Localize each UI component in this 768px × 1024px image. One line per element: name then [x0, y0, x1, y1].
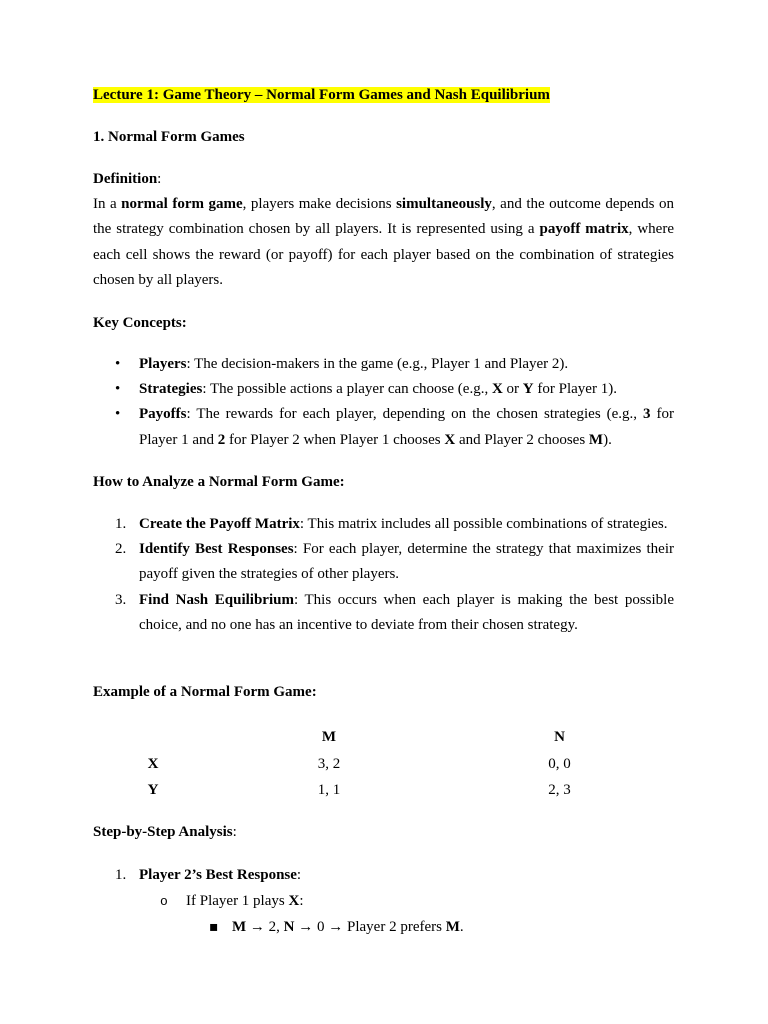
analysis-step-1: [93, 862, 674, 940]
term-payoff-matrix: payoff matrix: [539, 221, 629, 238]
step-term: Create the Payoff Matrix: [139, 516, 300, 532]
detail-item: [186, 914, 674, 940]
case-text: [186, 888, 674, 914]
row-label: Y: [147, 782, 159, 798]
bold-value: N: [283, 919, 295, 935]
table-row-x: [93, 751, 674, 778]
step-number: 1.: [115, 867, 127, 883]
step-number: 1.: [115, 516, 127, 532]
row-label: X: [147, 755, 159, 772]
analysis-step-title: [139, 862, 674, 888]
step-number: 3.: [115, 591, 127, 608]
concept-term: Strategies: [139, 381, 203, 398]
definition-paragraph: [93, 192, 674, 293]
definition-text: , players make decisions: [242, 196, 397, 213]
concept-text: and Player 2 chooses: [455, 431, 589, 448]
bold-value: M: [445, 919, 460, 935]
detail-text: [232, 914, 674, 940]
table-row-y: [93, 777, 674, 804]
step-colon: :: [296, 867, 302, 883]
step-term: Find Nash Equilibrium: [139, 591, 294, 608]
step-text: : This occurs when each player is making the best possible choice, and no one has an incentive to deviate from their chosen strategy.: [139, 591, 674, 633]
concept-item-players: [93, 352, 674, 377]
payoff-cell: 1, 1: [317, 782, 341, 798]
definition-text: , where each cell shows the reward (or payoff) for each player based on the combination of strategies chosen by all players.: [93, 221, 674, 288]
column-header-n: N: [554, 729, 565, 745]
definition-heading: [93, 167, 674, 192]
detail-segment: → 2,: [246, 919, 284, 935]
concept-text: for Player 2 when Player 1 chooses: [225, 431, 445, 448]
payoff-cell: 2, 3: [548, 782, 571, 798]
square-marker: ▪: [209, 919, 219, 935]
bullet-marker: •: [115, 381, 121, 398]
term-simultaneously: simultaneously: [396, 196, 492, 213]
analysis-heading: Step-by-Step Analysis: [93, 824, 233, 840]
concept-item-payoffs: [93, 402, 674, 452]
step-item-3: [93, 588, 674, 638]
title-line: [93, 83, 674, 108]
case-item: [139, 888, 674, 940]
concept-term: Players: [139, 356, 187, 372]
bullet-marker: •: [115, 356, 121, 372]
bold-value: M: [588, 431, 604, 448]
key-concepts-heading: Key Concepts:: [93, 315, 187, 331]
circle-marker: o: [160, 894, 168, 909]
example-heading: Example of a Normal Form Game:: [93, 684, 317, 700]
table-corner-cell: [93, 724, 213, 751]
step-text: : For each player, determine the strategy that maximizes their payoff given the strategies of other players.: [139, 541, 674, 583]
definition-label: Definition: [93, 171, 158, 187]
step-item-2: [93, 537, 674, 587]
concept-text: : The rewards for each player, depending on the chosen strategies (e.g.,: [186, 406, 644, 423]
bold-value: 2: [217, 431, 226, 448]
payoff-table-header: [93, 724, 674, 751]
payoff-cell: 0, 0: [548, 755, 571, 772]
concept-text: for Player 1 and: [139, 406, 674, 448]
bold-value: M: [232, 919, 247, 935]
detail-segment: .: [459, 919, 464, 935]
concept-text: ).: [603, 431, 612, 448]
definition-colon: :: [157, 171, 162, 187]
concept-text: : The possible actions a player can choose (e.g.,: [202, 381, 492, 398]
step-item-1: [93, 512, 674, 537]
analysis-colon: :: [232, 824, 237, 840]
column-header-m: M: [321, 729, 337, 745]
bold-value: X: [444, 431, 456, 448]
definition-text: , and the outcome depends on the strategy combination chosen by all players. It is represented using a: [93, 196, 674, 238]
section-heading: 1. Normal Form Games: [93, 129, 245, 145]
payoff-table: [93, 724, 674, 804]
bold-value: Y: [522, 381, 534, 398]
lecture-title: Lecture 1: Game Theory – Normal Form Games and Nash Equilibrium: [93, 87, 550, 103]
analysis-steps-list: [93, 512, 674, 638]
concept-term: Payoffs: [139, 406, 187, 423]
bold-value: X: [288, 893, 300, 909]
detail-segment: → 0 → Player 2 prefers: [294, 919, 446, 935]
step-term: Player 2’s Best Response: [139, 867, 297, 883]
bold-value: X: [491, 381, 503, 398]
bold-value: 3: [643, 406, 651, 423]
case-label: If Player 1 plays: [186, 893, 289, 909]
key-concepts-list: [93, 352, 674, 453]
concept-text: for Player 1).: [533, 381, 617, 398]
definition-text: In a: [93, 196, 122, 213]
payoff-cell: 3, 2: [317, 755, 341, 772]
concept-text: : The decision-makers in the game (e.g., Player 1 and Player 2).: [186, 356, 569, 372]
case-colon: :: [299, 893, 304, 909]
analysis-list: [93, 862, 674, 940]
how-to-analyze-heading: How to Analyze a Normal Form Game:: [93, 474, 345, 490]
bullet-marker: •: [115, 406, 121, 423]
step-text: : This matrix includes all possible combinations of strategies.: [299, 516, 668, 532]
concept-item-strategies: [93, 377, 674, 402]
analysis-heading-line: [93, 820, 674, 845]
step-number: 2.: [115, 541, 127, 558]
definition-block: [93, 167, 674, 293]
step-term: Identify Best Responses: [139, 541, 294, 558]
concept-text: or: [502, 381, 523, 398]
term-normal-form-game: normal form game: [121, 196, 243, 213]
